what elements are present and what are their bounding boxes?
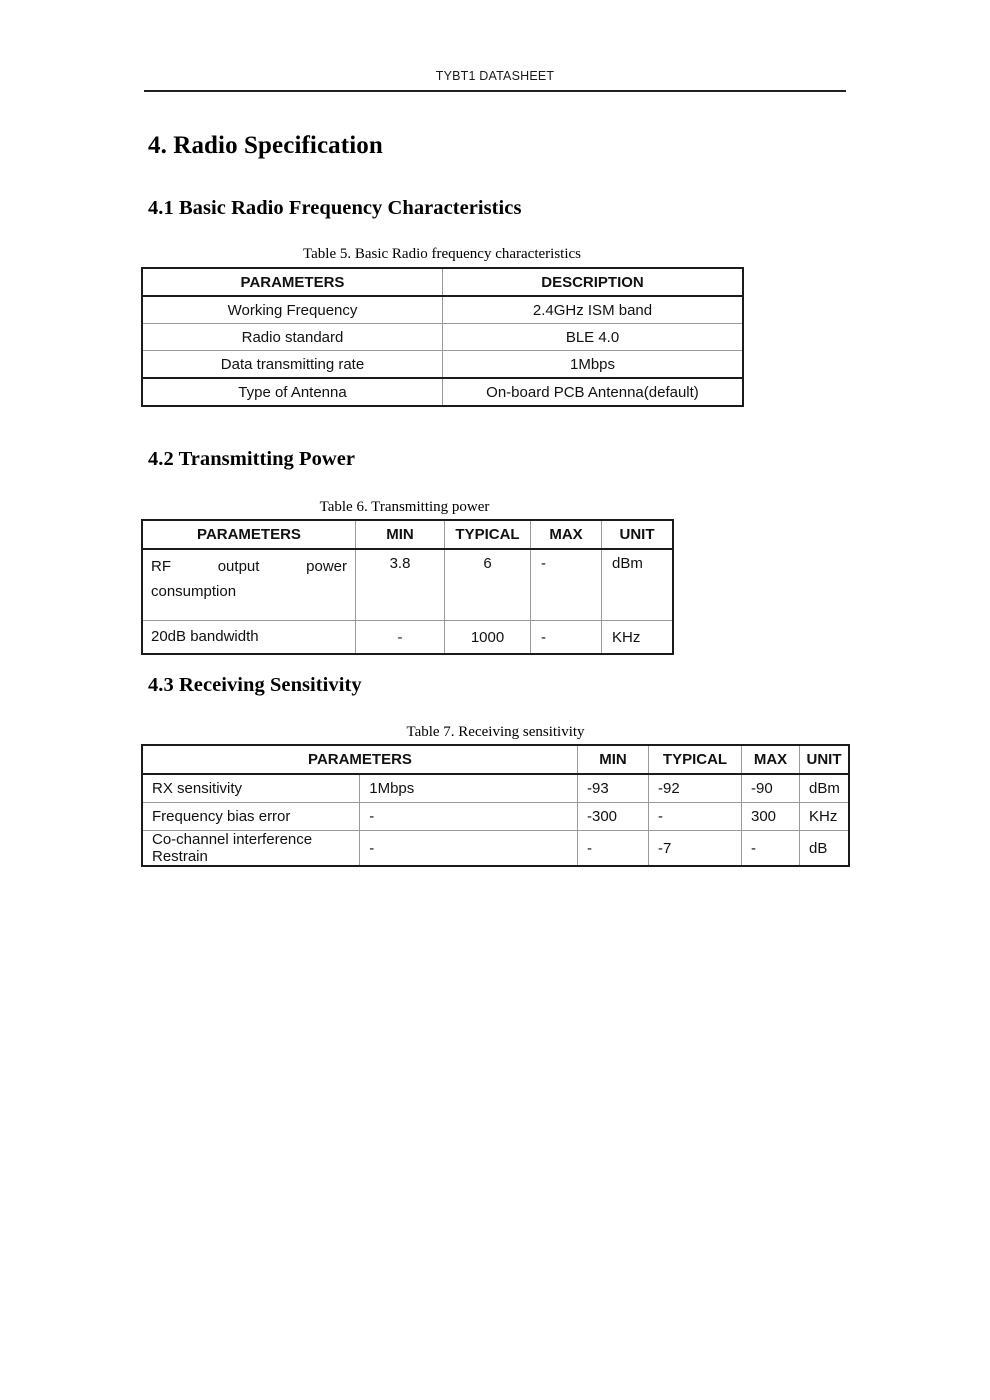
table7-cell-rate-2: -	[360, 831, 578, 867]
table7-header-parameters: PARAMETERS	[142, 745, 578, 774]
heading-basic-radio-frequency-characteristics: 4.1 Basic Radio Frequency Characteristics	[148, 197, 522, 219]
table7-cell-param-2: Co-channel interference Restrain	[142, 831, 360, 867]
table6-header-min: MIN	[356, 520, 445, 549]
table5-cell-desc-2: 1Mbps	[443, 351, 744, 379]
table5-cell-desc-3: On-board PCB Antenna(default)	[443, 378, 744, 406]
table-basic-radio-frequency-characteristics	[141, 267, 744, 407]
table-row	[142, 324, 743, 351]
heading-radio-specification: 4. Radio Specification	[148, 132, 383, 159]
table6-header-typical: TYPICAL	[445, 520, 531, 549]
heading-transmitting-power: 4.2 Transmitting Power	[148, 448, 356, 470]
table6-cell-typical-1: 1000	[445, 621, 531, 655]
table-header-row	[142, 745, 849, 774]
table-row	[142, 774, 849, 803]
table7-cell-min-2: -	[578, 831, 649, 867]
table7-cell-max-0: -90	[742, 774, 800, 803]
running-header-text: TYBT1 DATASHEET	[435, 69, 555, 83]
table7-cell-unit-1: KHz	[800, 803, 850, 831]
table-header-row	[142, 520, 673, 549]
table7-header-typical: TYPICAL	[649, 745, 742, 774]
table6-cell-max-0: -	[531, 549, 602, 621]
table6-cell-param-0: RF output power consumption	[142, 549, 356, 621]
table-row	[142, 378, 743, 406]
table7-cell-typical-2: -7	[649, 831, 742, 867]
table7-cell-max-1: 300	[742, 803, 800, 831]
header-rule	[144, 90, 846, 92]
table7-cell-unit-2: dB	[800, 831, 850, 867]
table7-cell-unit-0: dBm	[800, 774, 850, 803]
table7-header-max: MAX	[742, 745, 800, 774]
table-row	[142, 351, 743, 379]
table-transmitting-power	[141, 519, 674, 655]
table7-cell-typical-1: -	[649, 803, 742, 831]
table5-cell-param-0: Working Frequency	[142, 296, 443, 324]
table6-header-parameters: PARAMETERS	[142, 520, 356, 549]
table6-cell-unit-1: KHz	[602, 621, 674, 655]
table7-cell-min-1: -300	[578, 803, 649, 831]
table7-header-unit: UNIT	[800, 745, 850, 774]
table5-cell-desc-0: 2.4GHz ISM band	[443, 296, 744, 324]
table7-cell-param-1: Frequency bias error	[142, 803, 360, 831]
table-row	[142, 803, 849, 831]
table-row	[142, 831, 849, 867]
caption-table-7: Table 7. Receiving sensitivity	[406, 724, 585, 740]
table6-header-max: MAX	[531, 520, 602, 549]
table6-cell-max-1: -	[531, 621, 602, 655]
table7-cell-param-0: RX sensitivity	[142, 774, 360, 803]
table6-cell-min-1: -	[356, 621, 445, 655]
table5-header-description: DESCRIPTION	[443, 268, 744, 296]
table6-cell-min-0: 3.8	[356, 549, 445, 621]
table6-cell-param-1: 20dB bandwidth	[142, 621, 356, 655]
table-row	[142, 296, 743, 324]
table7-cell-typical-0: -92	[649, 774, 742, 803]
caption-table-6: Table 6. Transmitting power	[319, 499, 490, 515]
table5-cell-param-3: Type of Antenna	[142, 378, 443, 406]
table5-cell-desc-1: BLE 4.0	[443, 324, 744, 351]
table-row	[142, 549, 673, 621]
table5-cell-param-2: Data transmitting rate	[142, 351, 443, 379]
table6-header-unit: UNIT	[602, 520, 674, 549]
table7-cell-min-0: -93	[578, 774, 649, 803]
table7-header-min: MIN	[578, 745, 649, 774]
table5-header-parameters: PARAMETERS	[142, 268, 443, 296]
running-header	[144, 68, 846, 84]
table6-cell-unit-0: dBm	[602, 549, 674, 621]
table-row	[142, 621, 673, 655]
table7-cell-rate-0: 1Mbps	[360, 774, 578, 803]
table-header-row	[142, 268, 743, 296]
table6-cell-typical-0: 6	[445, 549, 531, 621]
table7-cell-max-2: -	[742, 831, 800, 867]
caption-table-5: Table 5. Basic Radio frequency characteristics	[303, 246, 581, 262]
table-receiving-sensitivity	[141, 744, 850, 867]
heading-receiving-sensitivity: 4.3 Receiving Sensitivity	[148, 674, 362, 696]
table7-cell-rate-1: -	[360, 803, 578, 831]
table5-cell-param-1: Radio standard	[142, 324, 443, 351]
